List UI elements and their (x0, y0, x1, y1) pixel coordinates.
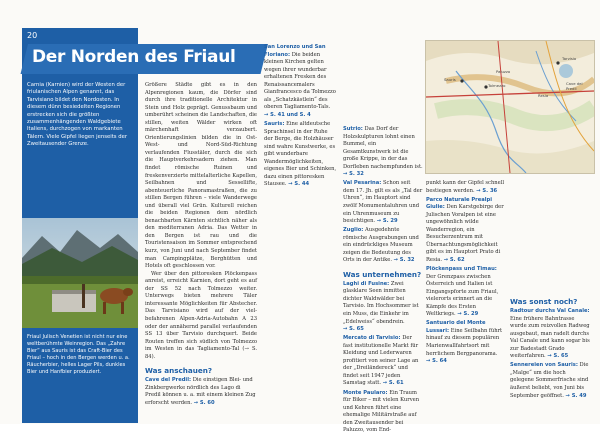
page-number: 20 (27, 31, 38, 40)
paragraph: Wer über den pittoresken Plöckenpass anreist, erreicht Karnien, dort geht es auf der SS 52 nach Tolmezzo weiter. Unterwegs bieten mehrere Täler interessante Möglichkeiten für Abstecher. Das Tarvisiano wird auf der vielbefahrenen Alpen-Adria-Autobahn A 23 oder der annähernd parallel verlaufenden SS 13 über Tarvisio durchquert. Beide Routen treffen sich südlich von Tolmezzo im Westen in das Tagliamento-Tal (→ S. 84). (145, 270, 257, 360)
list-item (426, 180, 506, 195)
page-ref[interactable]: → S. 32 (393, 257, 415, 264)
entry-term: Zuglio: (343, 227, 364, 234)
region-map (425, 40, 595, 174)
list-item (426, 320, 506, 365)
list-item (343, 180, 423, 225)
entry-term: San Lorenzo und San Floriano: (264, 44, 326, 58)
entry-term: Val Pesarina: (343, 180, 382, 187)
entry-term: Plöckenpass und Timau: (426, 266, 497, 273)
page-ref[interactable]: → S. 41 und S. 4 (264, 111, 311, 118)
entry-term: Cave del Predil: (145, 377, 192, 384)
list-item (264, 121, 338, 189)
right-page-column-1 (264, 44, 338, 190)
entry-term: Parco Naturale Prealpi Giulie: (426, 196, 492, 211)
entry-term: Radtour durchs Val Canale: (510, 308, 590, 314)
cow-photo (22, 218, 138, 328)
page-ref[interactable]: → S. 49 (565, 392, 587, 399)
page-ref[interactable]: → S. 29 (376, 218, 398, 225)
list-item (343, 281, 423, 334)
page-ref[interactable]: → S. 64 (426, 358, 447, 365)
entry-text: Schon seit dem 17. Jh. gilt es als „Tal der Uhren“, im Hauptort sind zwölf Monumentaluhren und ein Uhrenmuseum zu besichtigen. (343, 180, 423, 225)
entry-term: Santuario del Monte Lussari: (426, 320, 486, 334)
entry-text: punkt kann der Gipfel schnell bestiegen werden. (426, 180, 505, 194)
page-ref[interactable]: → S. 62 (443, 256, 465, 263)
page-ref[interactable]: → S. 44 (288, 181, 310, 188)
page-ref[interactable]: → S. 32 (343, 171, 364, 178)
entry-text: Den Karstgebirge der Julischen Voralpen ist eine ungewöhnlich wilde Wanderregion, ein Besucherzentrum mit Übernachtungsmöglichkeit gibt es im Hauptort Prato di Resia. (426, 204, 504, 263)
map-label: Tarvisio (562, 56, 577, 61)
list-item (343, 335, 423, 388)
entry-text: Die beiden kleinen Kirchen gelten wegen ihrer wunderbar erhaltenen Fresken des Renaissancemalers Gianfrancesco da Tolmezzo als „Schatzkästlein“ des oberen Tagliamento-Tals. (264, 51, 336, 111)
page-ref[interactable]: → S. 61 (382, 380, 404, 387)
intro-text: Carnia (Karnien) wird der Westen der friulanischen Alpen genannt, das Tarvisiano bildet den Nordosten. In diesem dünn besiedelten Regionen erstrecken sich die größten zusammenhängenden Waldgebiete Italiens, durchzogen von markanten Tälern. Viele Gipfel liegen jenseits der Zweitausender Grenze. (27, 82, 128, 148)
list-item (510, 362, 590, 400)
right-page-column-3 (426, 180, 506, 367)
entry-text: Der fast institutionelle Markt für Kleidung und Lederwaren profitiert von seiner Lage an der „Dreiländereck“ und findet seit 1947 jeden Samstag statt. (343, 335, 419, 387)
entry-term: Sutrio: (343, 126, 363, 132)
entry-term: Sennereien von Sauris: (510, 362, 578, 369)
page-ref[interactable]: → S. 60 (193, 399, 215, 406)
entry-text: Die „Malge“ um die hoch gelegene Sommerfrische sind äußerst beliebt, von Juni bis September geöffnet. (510, 362, 589, 399)
map-label: Resia (538, 93, 549, 98)
map-label: Sauris (444, 77, 456, 82)
list-item (426, 197, 506, 265)
alpine-pasture-image (22, 218, 138, 328)
section-heading: Was unternehmen? (343, 269, 422, 279)
section-heading: Was sonst noch? (510, 297, 578, 306)
list-item (510, 308, 590, 361)
entry-text: Eine frühere Bahntrasse wurde zum reizvollen Radweg ausgebaut, man radelt durchs Val Canale und kann sogar bis zur Badestadt Grado weiterfahren. (510, 315, 590, 360)
entry-text: Das Dorf der Holzskulpturen lohnt einen Bummel, ein Gesamtkunstwerk ist die große Krippe, in der das Dorfleben nachempfunden ist. (343, 126, 423, 170)
entry-term: Monte Paularo: (343, 389, 388, 396)
entry-text: Eine altdeutsche Sprachinsel in der Ruhe der Berge, die Holzhäuser sind wahre Kunstwerke, es gibt wunderbare Wandermöglichkeiten, eigenes Bier und Schinken, dazu einen pittoresken Stausee. (264, 120, 337, 188)
list-item (343, 390, 423, 435)
left-page-column (145, 82, 257, 409)
entry-text: Zwei glasklare Seen inmitten dichter Waldwälder bei Tarvisio. Im Hochsommer ist ein Muss, die Einkehr im „Edelweiss“ obendrein. (343, 280, 419, 325)
page-ref[interactable]: → S. 29 (457, 311, 479, 318)
list-item (426, 266, 506, 319)
section-heading: Was anschauen? (145, 366, 213, 376)
map-label: Cave del Predil (566, 81, 583, 91)
entry-text: Die einstigen Blei- und Zinkbergwerke nördlich des Lago di Predil können u. a. mit einem kleinen Zug erforscht werden. (145, 377, 256, 406)
list-item (145, 377, 257, 407)
page-ref[interactable]: → S. 65 (343, 326, 364, 333)
right-page-column-4 (510, 292, 590, 402)
right-page-column-2 (343, 126, 423, 436)
paragraph: Größere Städte gibt es in den Alpenregionen kaum, die Dörfer sind durch ihre traditionelle Architektur in Stein und Holz geprägt. Genussbaum und umberührt scheinen die Landschaften, die stillen, weiten Wälder wirken oft märchenhaft verzaubert. Orientierungslinien bilden die in Ost-West- und Nord-Süd-Richtung verlaufenden Flusstäler, durch die sich die Hauptverkehrsadern ziehen. Man findet römische Ruinen und freskenverzierte mittelalterliche Kapellen, Seilbahnen und Sessellifte, abenteuerliche Panoramastraßen, die zu stillen Bergen führen – viele Wanderwege und überall viel Grün. Kulturell reichen die beiden Regionen dem nördlich benachbarten Kärnten sichtlich näher als den mediterranen Adria. Das Wetter in den Bergen ist rau und die Touristensaison im Sommer entsprechend kurz, von Juni und nach September findet man Campingplätze, Berghütten und Hotels oft geschlossen vor. (145, 82, 257, 270)
entry-text: Der Grenzpass zwischen Österreich und Italien ist Eingangspforte zum Friaul, vielerorts erinnert an die Kämpfe des Ersten Weltkriegs. (426, 273, 499, 318)
entry-term: Laghi di Fusine: (343, 280, 390, 287)
list-item (264, 44, 338, 119)
entry-text: Ein Traum für Biker – mit vielen Kurven und Kehren führt eine ehemalige Militärstraße auf den Zweitausender bei Paluzzo, vom End- (343, 389, 420, 434)
entry-term: Mercato di Tarvisio: (343, 335, 401, 342)
map-label: Paluzzo (496, 69, 511, 74)
map-label: Tolmezzo (488, 83, 506, 88)
page-ref[interactable]: → S. 36 (476, 187, 498, 194)
page-ref[interactable]: → S. 65 (547, 353, 569, 360)
page-title: Der Norden des Friaul (32, 47, 236, 67)
entry-text: Eine Seilbahn führt hinauf zu diesem populären Marienwallfahrtsort mit herrlichem Bergpanorama. (426, 327, 503, 357)
list-item (343, 227, 423, 265)
entry-term: Sauris: (264, 120, 285, 127)
entry-text: Ausgedehnte römische Ausgrabungen und ein eindrückliges Museum zeigen die Bedeutung des Orts in der Antike. (343, 227, 419, 264)
list-item (343, 126, 423, 179)
photo-caption: Friaul Julisch Venetien ist nicht nur eine weltberühmte Weinregion. Das „Zahre Bier“ aus Sauris ist das Craft-Bier des Friaul – hoch in den Bergen werden u. a. Räucherbier, helles Lager Pils, dunkles Bier und Hanfbier produziert. (27, 334, 130, 376)
